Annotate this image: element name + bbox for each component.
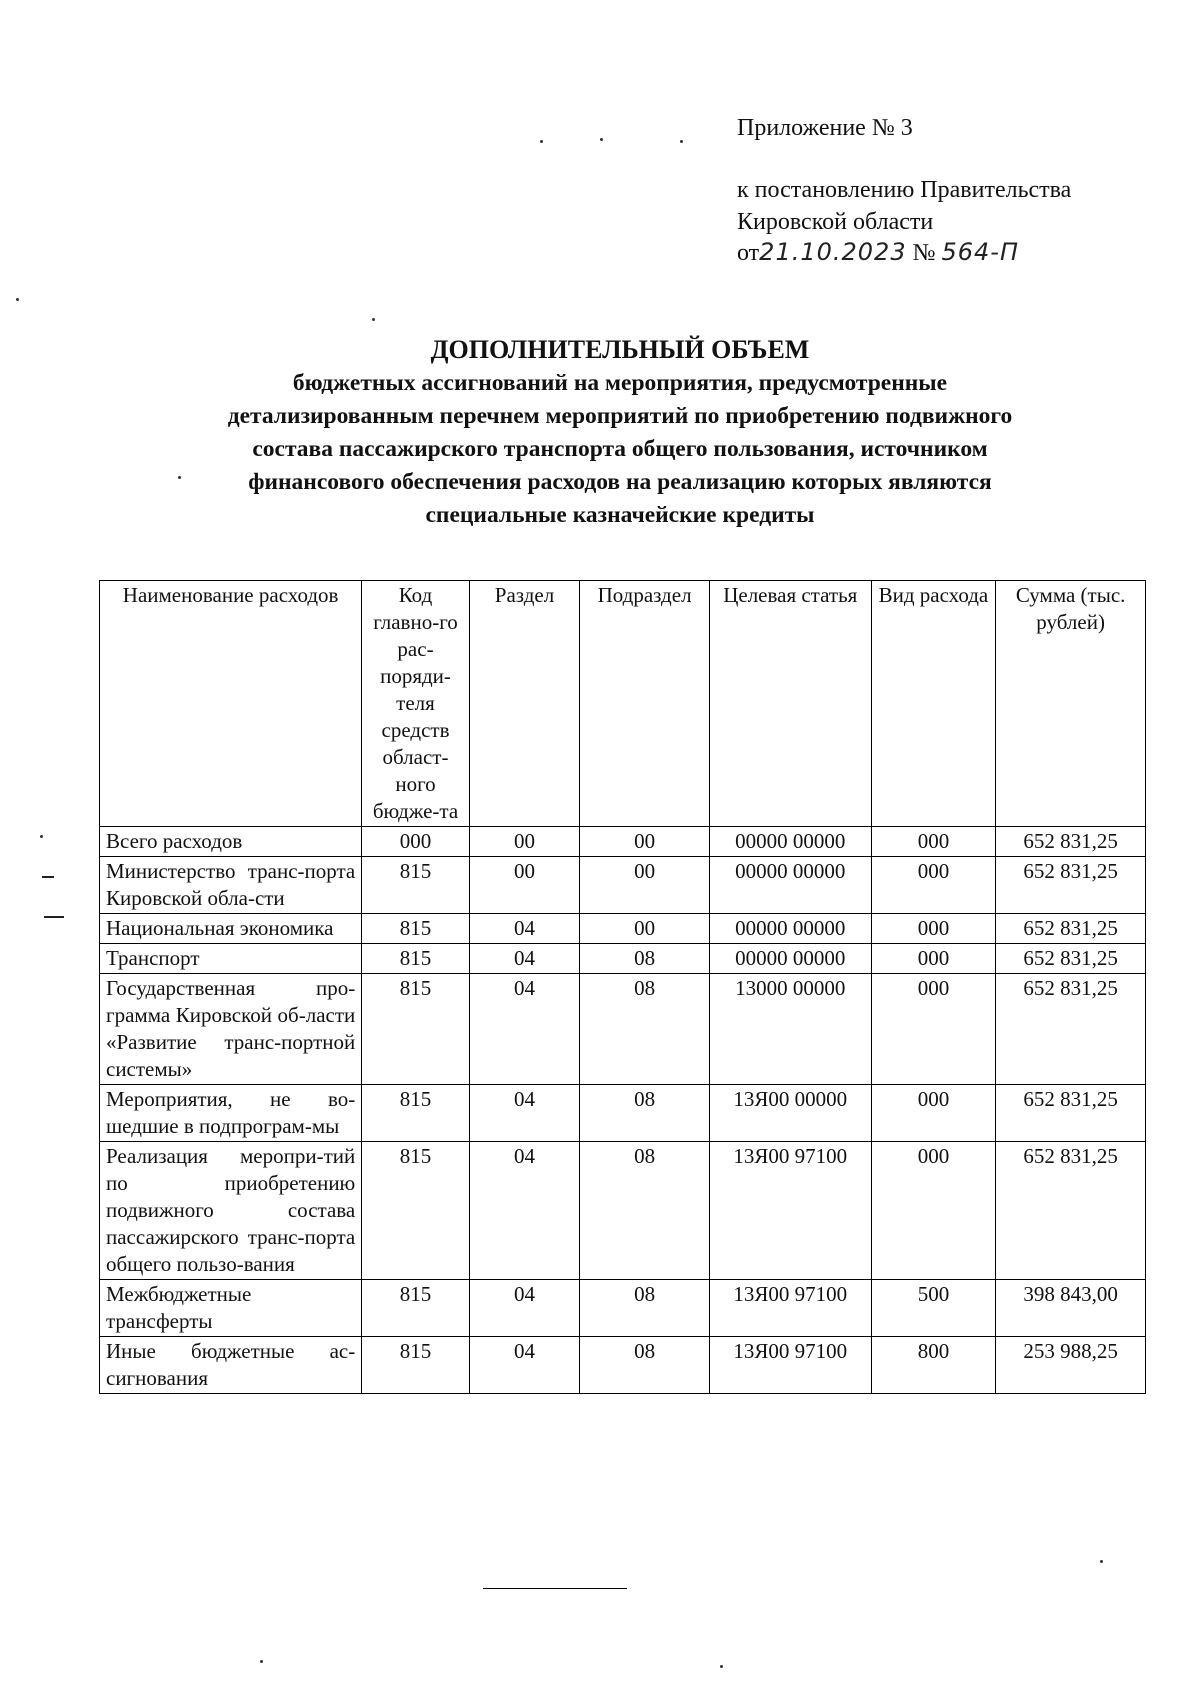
- row-subsection: 00: [580, 827, 710, 857]
- row-name: Министерство транс-порта Кировской обла-сти: [100, 857, 362, 914]
- row-sum: 652 831,25: [996, 944, 1146, 974]
- row-section: 04: [469, 944, 580, 974]
- row-subsection: 08: [580, 1280, 710, 1337]
- row-section: 04: [469, 1337, 580, 1394]
- row-code: 815: [362, 1142, 470, 1280]
- scan-speck: [680, 140, 683, 143]
- table-row: [100, 1337, 1146, 1394]
- row-target: 00000 00000: [709, 857, 871, 914]
- row-kind: 000: [871, 857, 996, 914]
- row-subsection: 08: [580, 1142, 710, 1280]
- date-prefix: от: [737, 240, 760, 266]
- scan-mark: [44, 916, 64, 918]
- row-kind: 500: [871, 1280, 996, 1337]
- row-name: Реализация меропри-тий по приобретению подвижного состава пассажирского транс-порта общего пользо-вания: [100, 1142, 362, 1280]
- table-row: [100, 914, 1146, 944]
- row-kind: 800: [871, 1337, 996, 1394]
- row-kind: 000: [871, 827, 996, 857]
- row-subsection: 00: [580, 857, 710, 914]
- row-code: 815: [362, 914, 470, 944]
- row-name: Иные бюджетные ас-сигнования: [100, 1337, 362, 1394]
- row-target: 13Я00 97100: [709, 1337, 871, 1394]
- row-section: 00: [469, 857, 580, 914]
- row-code: 815: [362, 1085, 470, 1142]
- table-row: [100, 857, 1146, 914]
- row-code: 815: [362, 1337, 470, 1394]
- row-section: 04: [469, 1142, 580, 1280]
- row-subsection: 08: [580, 974, 710, 1085]
- header-target: Целевая статья: [709, 581, 871, 827]
- scan-speck: [16, 298, 19, 301]
- appendix-region-line: Кировской области: [737, 209, 934, 235]
- header-code: Код главно-го рас-поряди-теля средств област-ного бюдже-та: [362, 581, 470, 827]
- scan-speck: [600, 138, 603, 141]
- row-section: 00: [469, 827, 580, 857]
- row-subsection: 08: [580, 944, 710, 974]
- row-name: Государственная про-грамма Кировской об-ласти «Развитие транс-портной системы»: [100, 974, 362, 1085]
- row-name: Национальная экономика: [100, 914, 362, 944]
- title-line-3: состава пассажирского транспорта общего пользования, источником: [252, 436, 988, 462]
- row-sum: 652 831,25: [996, 857, 1146, 914]
- row-target: 13Я00 00000: [709, 1085, 871, 1142]
- row-target: 13Я00 97100: [709, 1142, 871, 1280]
- row-kind: 000: [871, 944, 996, 974]
- row-target: 00000 00000: [709, 944, 871, 974]
- scan-speck: [40, 835, 43, 838]
- row-kind: 000: [871, 914, 996, 944]
- row-sum: 652 831,25: [996, 827, 1146, 857]
- closing-rule: [483, 1588, 627, 1589]
- row-code: 815: [362, 1280, 470, 1337]
- row-name: Транспорт: [100, 944, 362, 974]
- row-sum: 652 831,25: [996, 914, 1146, 944]
- row-target: 13000 00000: [709, 974, 871, 1085]
- appendix-number: Приложение № 3: [737, 115, 913, 141]
- table-row: [100, 1142, 1146, 1280]
- scan-mark: [42, 876, 54, 878]
- row-code: 815: [362, 974, 470, 1085]
- row-subsection: 08: [580, 1337, 710, 1394]
- budget-table: [99, 580, 1146, 1394]
- header-name: Наименование расходов: [100, 581, 362, 827]
- row-target: 00000 00000: [709, 827, 871, 857]
- scan-speck: [720, 1665, 723, 1668]
- row-code: 815: [362, 857, 470, 914]
- scan-speck: [260, 1660, 263, 1663]
- row-section: 04: [469, 1085, 580, 1142]
- handwritten-number: 564-П: [941, 238, 1020, 266]
- title-line-1: бюджетных ассигнований на мероприятия, предусмотренные: [292, 370, 948, 396]
- table-header-row: [100, 581, 1146, 827]
- row-sum: 652 831,25: [996, 1142, 1146, 1280]
- row-section: 04: [469, 974, 580, 1085]
- header-kind: Вид расхода: [871, 581, 996, 827]
- table-row: [100, 974, 1146, 1085]
- row-kind: 000: [871, 1142, 996, 1280]
- appendix-resolution-line: к постановлению Правительства: [737, 177, 1072, 203]
- table-row: [100, 944, 1146, 974]
- title-line-2: детализированным перечнем мероприятий по приобретению подвижного: [227, 403, 1013, 429]
- row-sum: 253 988,25: [996, 1337, 1146, 1394]
- table-row: [100, 827, 1146, 857]
- title-line-4: финансового обеспечения расходов на реализацию которых являются: [248, 469, 992, 495]
- scan-speck: [1100, 1560, 1103, 1563]
- header-subsection: Подраздел: [580, 581, 710, 827]
- row-sum: 652 831,25: [996, 974, 1146, 1085]
- header-section: Раздел: [469, 581, 580, 827]
- scan-speck: [178, 476, 181, 479]
- header-sum: Сумма (тыс. рублей): [996, 581, 1146, 827]
- row-name: Мероприятия, не во-шедшие в подпрограм-мы: [100, 1085, 362, 1142]
- row-target: 13Я00 97100: [709, 1280, 871, 1337]
- table-body: [100, 827, 1146, 1394]
- scan-speck: [540, 140, 543, 143]
- row-section: 04: [469, 914, 580, 944]
- handwritten-date: 21.10.2023: [759, 238, 907, 266]
- row-code: 815: [362, 944, 470, 974]
- appendix-block: [737, 112, 1071, 271]
- document-title: [90, 333, 1150, 532]
- row-section: 04: [469, 1280, 580, 1337]
- title-line-5: специальные казначейские кредиты: [425, 502, 815, 528]
- row-subsection: 00: [580, 914, 710, 944]
- row-kind: 000: [871, 1085, 996, 1142]
- scan-speck: [372, 318, 375, 321]
- row-subsection: 08: [580, 1085, 710, 1142]
- row-sum: 652 831,25: [996, 1085, 1146, 1142]
- appendix-date-line: [737, 236, 1071, 269]
- number-prefix: №: [912, 240, 936, 266]
- table-row: [100, 1085, 1146, 1142]
- row-sum: 398 843,00: [996, 1280, 1146, 1337]
- row-target: 00000 00000: [709, 914, 871, 944]
- row-kind: 000: [871, 974, 996, 1085]
- title-main: ДОПОЛНИТЕЛЬНЫЙ ОБЪЕМ: [430, 335, 810, 364]
- row-code: 000: [362, 827, 470, 857]
- row-name: Межбюджетные трансферты: [100, 1280, 362, 1337]
- row-name: Всего расходов: [100, 827, 362, 857]
- table-row: [100, 1280, 1146, 1337]
